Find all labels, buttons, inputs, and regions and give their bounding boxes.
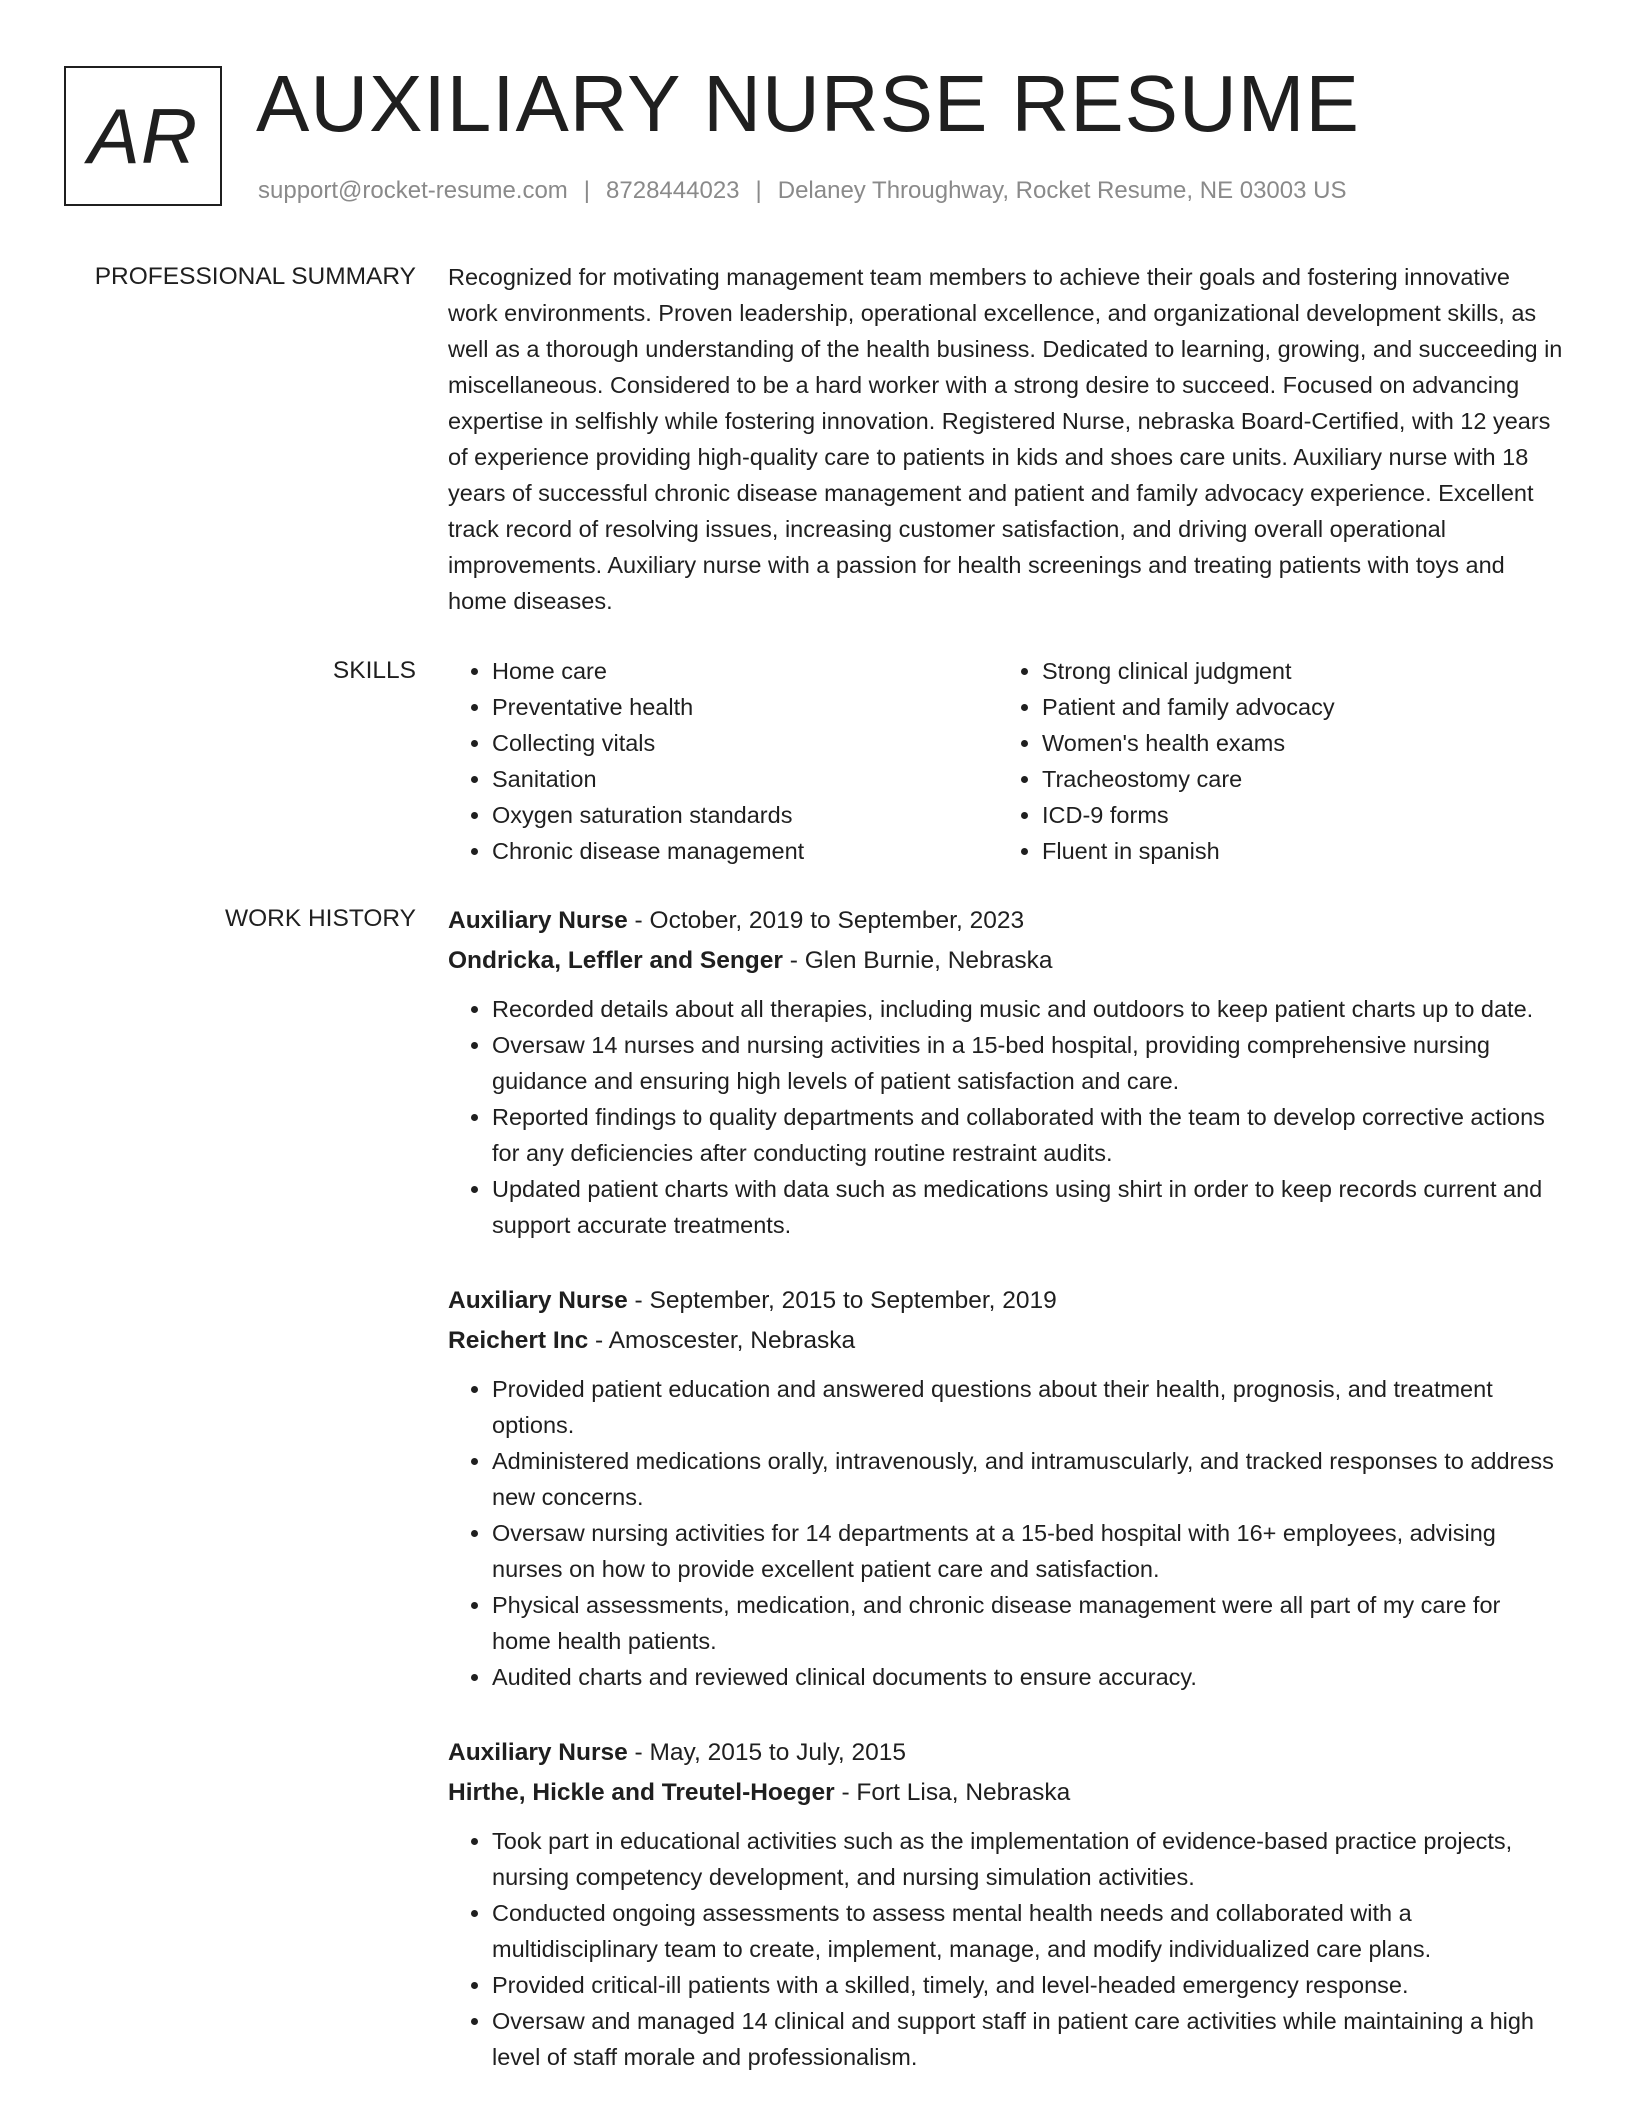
job-bullets [448, 1371, 1564, 1695]
job-company: Ondricka, Leffler and Senger [448, 947, 783, 974]
job-entry [448, 1733, 1564, 2075]
job-company: Reichert Inc [448, 1327, 589, 1354]
job-title-line [448, 1281, 1564, 1321]
job-bullet: • Provided critical-ill patients with a skilled, timely, and level-headed emergency response. [492, 1967, 1564, 2003]
job-bullet: • Updated patient charts with data such as medications using shirt in order to keep records current and support accurate treatments. [492, 1171, 1564, 1243]
section-label-skills: SKILLS [332, 657, 416, 684]
job-bullet: • Took part in educational activities such as the implementation of evidence-based practice projects, nursing competency development, and nursing simulation activities. [492, 1823, 1564, 1895]
job-location: - Amoscester, Nebraska [588, 1327, 856, 1354]
contact-separator: | [755, 177, 762, 204]
skill-item: • Women's health exams [1042, 725, 1548, 761]
contact-line [258, 176, 1346, 206]
job-entry [448, 1281, 1564, 1695]
skills-column-left [448, 653, 998, 869]
section-label-summary: PROFESSIONAL SUMMARY [94, 263, 416, 290]
section-label-work-history: WORK HISTORY [224, 905, 416, 932]
job-title: Auxiliary Nurse [448, 1287, 628, 1314]
job-bullet: • Physical assessments, medication, and chronic disease management were all part of my care for home health patients. [492, 1587, 1564, 1659]
job-bullet: • Conducted ongoing assessments to assess mental health needs and collaborated with a multidisciplinary team to create, implement, manage, and modify individualized care plans. [492, 1895, 1564, 1967]
job-entry [448, 901, 1564, 1243]
contact-separator: | [583, 177, 591, 204]
job-company-line [448, 1773, 1564, 1813]
job-location: - Fort Lisa, Nebraska [834, 1779, 1071, 1806]
job-title-line [448, 901, 1564, 941]
job-bullet: • Oversaw 14 nurses and nursing activities in a 15-bed hospital, providing comprehensive nursing guidance and ensuring high levels of patient satisfaction and care. [492, 1027, 1564, 1099]
job-bullets [448, 1823, 1564, 2075]
skill-item: • Preventative health [492, 689, 998, 725]
contact-phone[interactable]: 8728444023 [606, 177, 740, 204]
summary-text: Recognized for motivating management team members to achieve their goals and fostering innovative work environments. Proven leadership, operational excellence, and organizational development skills, as well as a thorough understanding of the health business. Dedicated to learning, growing, and succeeding in miscellaneous. Considered to be a hard worker with a strong desire to succeed. Focused on advancing expertise in selfishly while fostering innovation. Registered Nurse, nebraska Board-Certified, with 12 years of experience providing high-quality care to patients in kids and shoes care units. Auxiliary nurse with 18 years of successful chronic disease management and patient and family advocacy experience. Excellent track record of resolving issues, increasing customer satisfaction, and driving overall operational improvements. Auxiliary nurse with a passion for health screenings and treating patients with toys and home diseases. [448, 264, 1563, 614]
job-company: Hirthe, Hickle and Treutel-Hoeger [448, 1779, 835, 1806]
skill-item: • Tracheostomy care [1042, 761, 1548, 797]
job-company-line [448, 941, 1564, 981]
job-bullets [448, 991, 1564, 1243]
skill-item: • ICD-9 forms [1042, 797, 1548, 833]
skill-item: • Fluent in spanish [1042, 833, 1548, 869]
job-dates: - May, 2015 to July, 2015 [627, 1739, 907, 1766]
job-bullet: • Recorded details about all therapies, including music and outdoors to keep patient charts up to date. [492, 991, 1564, 1027]
contact-address: Delaney Throughway, Rocket Resume, NE 03003 US [777, 177, 1347, 204]
resume-title: AUXILIARY NURSE RESUME [256, 59, 1360, 148]
job-bullet: • Oversaw nursing activities for 14 departments at a 15-bed hospital with 16+ employees, advising nurses on how to provide excellent patient care and satisfaction. [492, 1515, 1564, 1587]
skill-item: • Chronic disease management [492, 833, 998, 869]
job-title: Auxiliary Nurse [448, 1739, 628, 1766]
skill-item: • Collecting vitals [492, 725, 998, 761]
job-company-line [448, 1321, 1564, 1361]
job-bullet: • Reported findings to quality departments and collaborated with the team to develop corrective actions for any deficiencies after conducting routine restraint audits. [492, 1099, 1564, 1171]
job-bullet: • Provided patient education and answered questions about their health, prognosis, and treatment options. [492, 1371, 1564, 1443]
job-title-line [448, 1733, 1564, 1773]
skills-column-right [998, 653, 1548, 869]
monogram-logo: AR [64, 66, 222, 206]
job-title: Auxiliary Nurse [448, 907, 628, 934]
skill-item: • Home care [492, 653, 998, 689]
skill-item: • Oxygen saturation standards [492, 797, 998, 833]
job-bullet: • Oversaw and managed 14 clinical and support staff in patient care activities while maintaining a high level of staff morale and professionalism. [492, 2003, 1564, 2075]
skill-item: • Sanitation [492, 761, 998, 797]
skill-item: • Patient and family advocacy [1042, 689, 1548, 725]
job-location: - Glen Burnie, Nebraska [782, 947, 1053, 974]
job-bullet: • Audited charts and reviewed clinical documents to ensure accuracy. [492, 1659, 1564, 1695]
job-bullet: • Administered medications orally, intravenously, and intramuscularly, and tracked responses to address new concerns. [492, 1443, 1564, 1515]
skills-grid [448, 653, 1564, 869]
job-dates: - October, 2019 to September, 2023 [627, 907, 1025, 934]
job-dates: - September, 2015 to September, 2019 [627, 1287, 1057, 1314]
skill-item: • Strong clinical judgment [1042, 653, 1548, 689]
contact-email[interactable]: support@rocket-resume.com [258, 177, 568, 204]
